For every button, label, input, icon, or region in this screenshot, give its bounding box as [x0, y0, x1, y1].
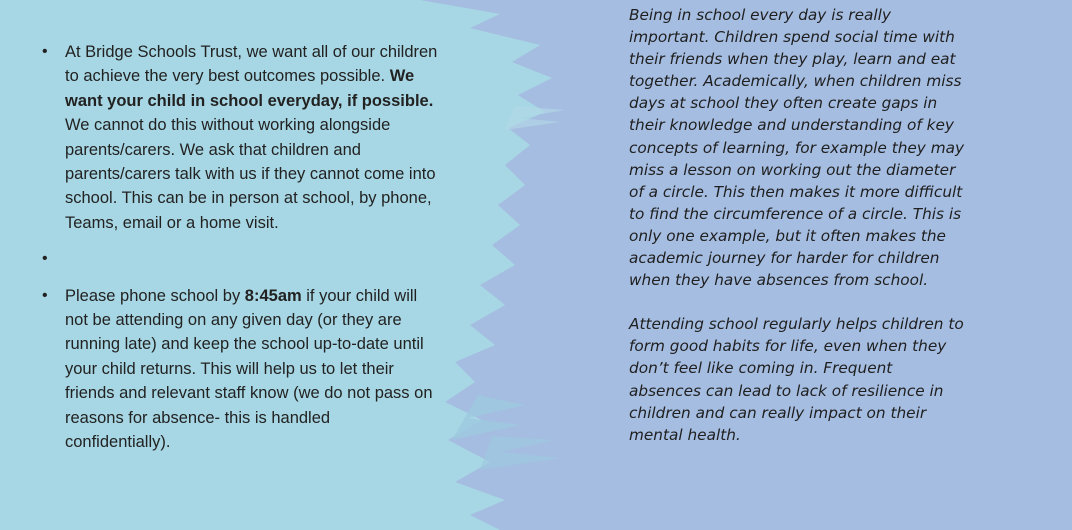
bullet-glyph: • — [42, 286, 48, 304]
bullet-text: At Bridge Schools Trust, we want all of our children to achieve the very best outcomes possible. We want your child in school everyday, if possible. We cannot do this without working alongside parents/carers. We ask that children and parents/carers talk with us if they cannot come into school. This can be in person at school, by phone, Teams, email or a home visit. — [65, 43, 438, 232]
bullet-item-phone-school — [40, 284, 440, 455]
left-text-column — [40, 40, 440, 454]
paragraph-importance: Being in school every day is really important. Children spend social time with their friends when they play, learn and eat together. Academically, when children miss days at school they often create gaps in their knowledge and understanding of key concepts of learning, for example they may miss a lesson on working out the diameter of a circle. This then makes it more difficult to find the circumference of a circle. This is only one example, but it often makes the academic journey for harder for children when they have absences from school. — [629, 6, 965, 290]
bullet-item-empty — [40, 247, 440, 271]
right-text-column — [629, 4, 969, 446]
bullet-text: Please phone school by 8:45am if your child will not be attending on any given day (or they are running late) and keep the school up-to-date until your child returns. This will help us to let their friends and relevant staff know (we do not pass on reasons for absence- this is handled confidentially). — [65, 286, 433, 452]
bullet-item-attendance-goal — [40, 40, 440, 235]
bullet-glyph: • — [42, 43, 48, 60]
bullet-glyph: • — [42, 250, 48, 268]
paragraph-good-habits: Attending school regularly helps children to form good habits for life, even when they don’t feel like coming in. Frequent absences can lead to lack of resilience in children and can really impact on their mental health. — [629, 315, 964, 444]
